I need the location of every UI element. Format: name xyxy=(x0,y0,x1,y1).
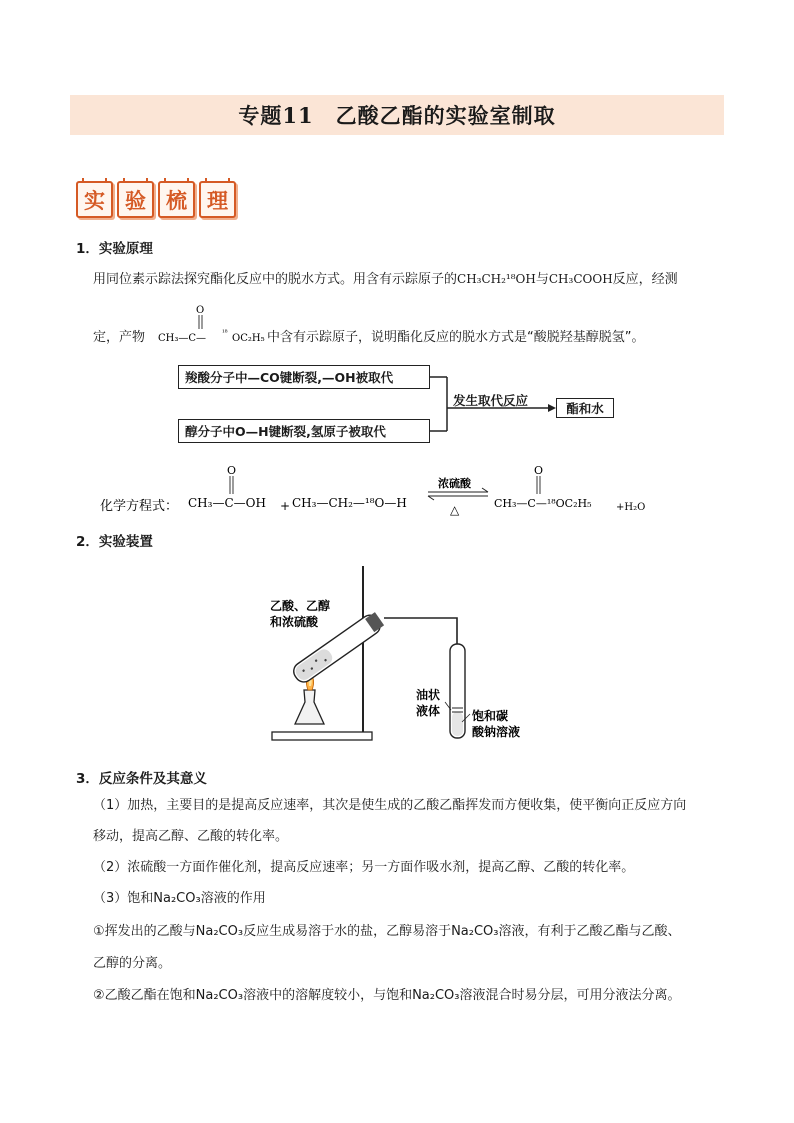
formula-alcohol: CH₃CH₂¹⁸OH xyxy=(457,272,536,286)
equation-plus: + xyxy=(280,499,291,513)
label-na2co3-1: 饱和碳 xyxy=(472,709,509,723)
label-reagents-1: 乙酸、乙醇 xyxy=(270,599,331,613)
carbonyl-o: O xyxy=(196,305,205,316)
section-2-heading: 2．实验装置 xyxy=(76,534,153,550)
equation-water: +H₂O xyxy=(616,502,646,513)
acid-carbonyl-o: O xyxy=(227,464,237,477)
banner-tile: 理 xyxy=(199,181,236,218)
flow-box-alcohol: 醇分子中O—H键断裂,氢原子被取代 xyxy=(178,419,430,443)
equation-catalyst: 浓硫酸 xyxy=(438,477,471,490)
section-1-line-1 xyxy=(76,264,726,295)
equation-heat: △ xyxy=(450,503,460,517)
label-oil-1: 油状 xyxy=(416,688,441,702)
equation-label: 化学方程式： xyxy=(100,499,179,514)
formula-acid: CH₃COOH xyxy=(548,272,613,286)
banner-tile: 梳 xyxy=(158,181,195,218)
page-title: 专题11 乙酸乙酯的实验室制取 xyxy=(70,95,724,135)
banner-tile: 验 xyxy=(117,181,154,218)
flow-box-acid: 羧酸分子中—CO键断裂,—OH被取代 xyxy=(178,365,430,389)
text-fragment: 定，产物 xyxy=(93,330,146,345)
ester-structure-inline xyxy=(158,301,278,345)
section-3-para-1b: 移动，提高乙醇、乙酸的转化率。 xyxy=(93,829,289,844)
equation-alcohol: CH₃—CH₂—¹⁸O—H xyxy=(292,496,407,510)
equation-acid: CH₃—C—OH xyxy=(188,496,266,510)
section-3-para-2: （2）浓硫酸一方面作催化剂，提高反应速率；另一方面作吸水剂，提高乙醇、乙酸的转化率。 xyxy=(93,860,635,875)
section-1-heading: 1．实验原理 xyxy=(76,241,153,257)
section-3-heading: 3．反应条件及其意义 xyxy=(76,771,207,787)
text-fragment: 与 xyxy=(535,272,549,287)
label-reagents-2: 和浓硫酸 xyxy=(270,615,319,629)
chemical-equation xyxy=(100,462,660,522)
label-oil-2: 液体 xyxy=(416,704,441,718)
flow-arrow-label: 发生取代反应 xyxy=(453,393,529,408)
equation-ester: CH₃—C—¹⁸OC₂H₅ xyxy=(494,497,592,510)
label-na2co3-2: 酸钠溶液 xyxy=(472,725,521,739)
ester-carbonyl-o: O xyxy=(534,464,544,477)
ester-left: CH₃—C— xyxy=(158,333,207,344)
section-3-para-5: ②乙酸乙酯在饱和Na₂CO₃溶液中的溶解度较小，与饱和Na₂CO₃溶液混合时易分层，可用分液法分离。 xyxy=(93,988,681,1003)
isotope-mark: ¹⁸ xyxy=(222,329,228,337)
text-fragment: 中含有示踪原子，说明酯化反应的脱水方式是“酸脱羟基醇脱氢”。 xyxy=(267,330,645,345)
banner-tile: 实 xyxy=(76,181,113,218)
text-fragment: 用同位素示踪法探究酯化反应中的脱水方式。用含有示踪原子的 xyxy=(93,272,458,287)
section-3-para-4b: 乙醇的分离。 xyxy=(93,956,172,971)
flow-product-box: 酯和水 xyxy=(556,398,614,418)
apparatus-diagram xyxy=(260,562,540,752)
section-3-para-4a: ①挥发出的乙酸与Na₂CO₃反应生成易溶于水的盐，乙醇易溶于Na₂CO₃溶液，有利于乙酸乙酯与乙酸、 xyxy=(93,924,681,939)
text-fragment: 反应，经测 xyxy=(612,272,678,287)
section-banner xyxy=(76,181,236,218)
section-3-para-1a: （1）加热，主要目的是提高反应速率，其次是使生成的乙酸乙酯挥发而方便收集，使平衡向正反应方向 xyxy=(93,798,687,813)
section-3-para-3: （3）饱和Na₂CO₃溶液的作用 xyxy=(93,891,266,906)
ester-right: OC₂H₅ xyxy=(232,333,265,344)
